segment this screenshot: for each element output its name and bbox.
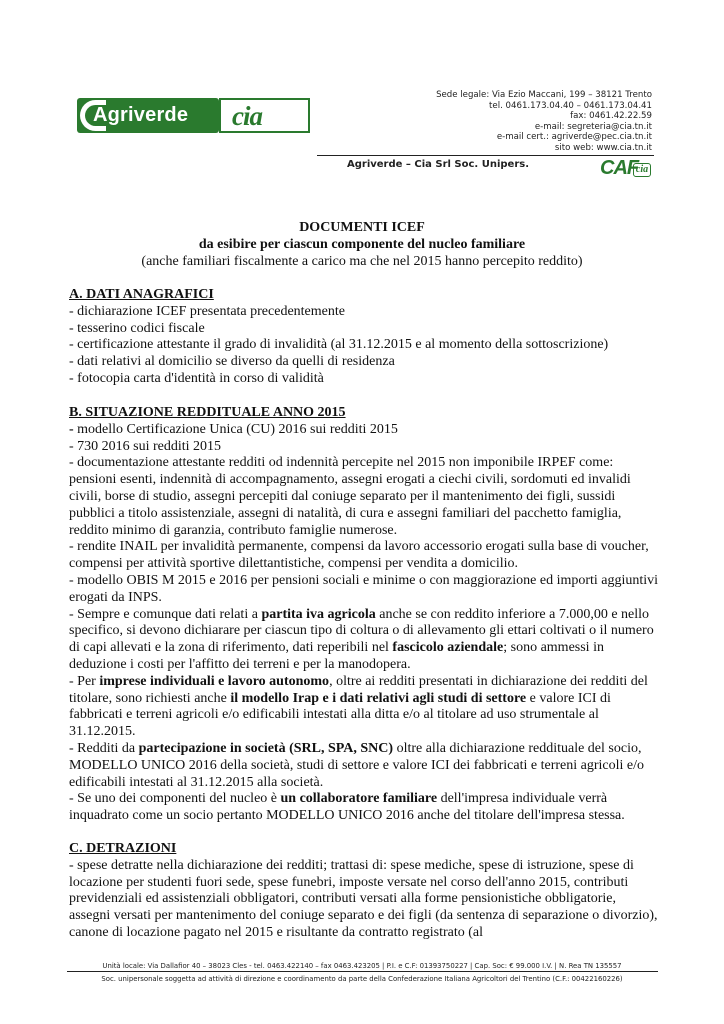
- paragraph-text: - Redditi da: [69, 740, 139, 756]
- paragraph-730: - 730 2016 sui redditi 2015: [69, 438, 222, 454]
- caf-cia-badge: cia: [633, 163, 651, 177]
- paragraph-obis: - modello OBIS M 2015 e 2016 per pensioni sociali e minime o con maggiorazione ed importi aggiuntivi erogati da INPS.: [69, 572, 659, 605]
- company-name: Agriverde – Cia Srl Soc. Unipers.: [347, 159, 530, 170]
- section-c-heading: C. DETRAZIONI: [69, 841, 177, 856]
- list-item: - dati relativi al domicilio se diverso da quelli di residenza: [69, 354, 395, 370]
- bold-text: imprese individuali e lavoro autonomo: [99, 673, 330, 689]
- paragraph-cu: [69, 422, 659, 439]
- paragraph-inail: - rendite INAIL per invalidità permanente, compensi da lavoro accessorio erogati sulla base di voucher, compensi per attività sportive dilettantistiche, compensi per vendita a domicilio.: [69, 539, 649, 572]
- paragraph-text: ; sono ammessi in deduzione i costi per l'affitto dei terreni e per la manodopera.: [69, 640, 604, 672]
- contact-phone: tel. 0461.173.04.40 – 0461.173.04.41: [489, 100, 652, 111]
- paragraph-text: - Per: [69, 673, 100, 689]
- paragraph-spese: - spese detratte nella dichiarazione dei redditi; trattasi di: spese mediche, spese di istruzione, spese di locazione per studenti fuori sede, spese funebri, imposte versate nel corso dell'anno 2015, contributi previdenziali ed assistenziali obbligatori, contributi versati alla forme pensionistiche obbligatorie, assegni versati per mantenimento del coniuge separato e dei figli (da sentenza di separazione o divorzio), canone di locazione pagato nel 2015 e risultante da contratto registrato (al: [69, 857, 658, 940]
- paragraph-imprese: [69, 674, 659, 741]
- paragraph-documentazione: - documentazione attestante redditi od indennità percepite nel 2015 non imponibile IRPEF come: pensioni esenti, indennità di accompagnamento, assegni erogati a ciechi civili, sordomuti ed invalidi civili, borse di studio, assegni percepiti dal coniuge separato per il mantenimento dei figli, sussidi pubblici a titolo assistenziale, assegni di natalità, di cura e assegni familiari del pacchetto famiglia, reddito minimo di garanzia, contributo famiglie numerose.: [69, 455, 631, 538]
- paragraph-collaboratore: [69, 791, 659, 825]
- header-divider: [317, 155, 654, 156]
- document-subtitle: da esibire per ciascun componente del nucleo familiare: [198, 237, 526, 252]
- caf-logo: [600, 157, 652, 182]
- agriverde-logo: [77, 98, 219, 133]
- paragraph-text: e valore ICI di fabbricati e terreni agricoli e/o edificabili intestati alla ditta e/o al titolare ad uso strumentale al 31.12.2015.: [69, 690, 611, 740]
- paragraph-text: - Sempre e comunque dati relati a: [69, 606, 262, 622]
- paragraph-text: anche se con reddito inferiore a 7.000,00 e nello specifico, si devono dichiarare per ciascun tipo di coltura o di allevamento gli ettari coltivati o il numero di capi allevati e la zona di riferimento, dati reperibili nel: [69, 606, 654, 656]
- bold-text: partita iva agricola: [261, 606, 376, 622]
- paragraph-text: - Se uno dei componenti del nucleo è: [69, 791, 281, 807]
- contact-website: sito web: www.cia.tn.it: [554, 142, 652, 153]
- section-detrazioni: [69, 841, 659, 942]
- contact-fax: fax: 0461.42.22.59: [570, 111, 652, 122]
- bold-text: partecipazione in società (SRL, SPA, SNC): [138, 740, 394, 756]
- bold-text: il modello Irap e i dati relativi agli studi di settore: [230, 690, 527, 706]
- section-dati-anagrafici: [69, 287, 659, 388]
- bold-dash: -: [69, 421, 74, 437]
- section-a-heading: A. DATI ANAGRAFICI: [69, 287, 214, 302]
- bold-text: fascicolo aziendale: [392, 640, 504, 656]
- bold-text: un collaboratore familiare: [280, 791, 438, 807]
- list-item: - certificazione attestante il grado di invalidità (al 31.12.2015 e al momento della sottoscrizione): [69, 337, 609, 353]
- list-item: - tesserino codici fiscale: [69, 320, 205, 336]
- cia-logo: [219, 98, 310, 133]
- contact-address: Sede legale: Via Ezio Maccani, 199 – 38121 Trento: [436, 90, 652, 100]
- list-item: - fotocopia carta d'identità in corso di validità: [69, 370, 324, 386]
- section-b-heading: B. SITUAZIONE REDDITUALE ANNO 2015: [69, 405, 346, 420]
- paragraph-text: oltre alla dichiarazione reddituale del socio, MODELLO UNICO 2016 della società, studi di settore e valore ICI dei fabbricati e terreni agricoli e/o edificabili intestati al 31.12.2015 alla società.: [69, 740, 644, 790]
- paragraph-text: , oltre ai redditi presentati in dichiarazione dei redditi del titolare, sono richiesti anche: [69, 673, 648, 706]
- section-situazione-reddituale: [69, 405, 659, 825]
- footer-divider: [67, 971, 658, 972]
- paragraph-partita-iva: [69, 607, 659, 674]
- footer-unita-locale: Unità locale: Via Dallafior 40 – 38023 Cles - tel. 0463.422140 – fax 0463.423205 | P.I. e C.F: 01393750227 | Cap. Soc: € 99.000 I.V. | N. Rea TN 135557: [102, 962, 622, 970]
- contact-pec: e-mail cert.: agriverde@pec.cia.tn.it: [496, 132, 652, 143]
- caf-logo-text: CAF: [600, 157, 639, 179]
- cia-logo-text: cia: [232, 101, 262, 131]
- document-title: DOCUMENTI ICEF: [299, 220, 425, 235]
- paragraph-societa: [69, 741, 659, 791]
- list-item: - dichiarazione ICEF presentata precedentemente: [69, 303, 345, 319]
- paragraph-text: modello Certificazione Unica (CU) 2016 sui redditi 2015: [73, 421, 398, 437]
- logo-text: Agriverde: [93, 104, 189, 126]
- paragraph-text: dell'impresa individuale verrà inquadrato come un socio pertanto MODELLO UNICO 2016 anche del titolare dell'impresa stessa.: [69, 791, 625, 824]
- contact-block: [436, 90, 652, 154]
- footer-soc-unipersonale: Soc. unipersonale soggetta ad attività di direzione e coordinamento da parte della Confederazione Italiana Agricoltori del Trentino (C.F.: 00422160226): [101, 975, 623, 983]
- contact-email: e-mail: segreteria@cia.tn.it: [534, 121, 652, 132]
- document-note: (anche familiari fiscalmente a carico ma che nel 2015 hanno percepito reddito): [141, 254, 583, 269]
